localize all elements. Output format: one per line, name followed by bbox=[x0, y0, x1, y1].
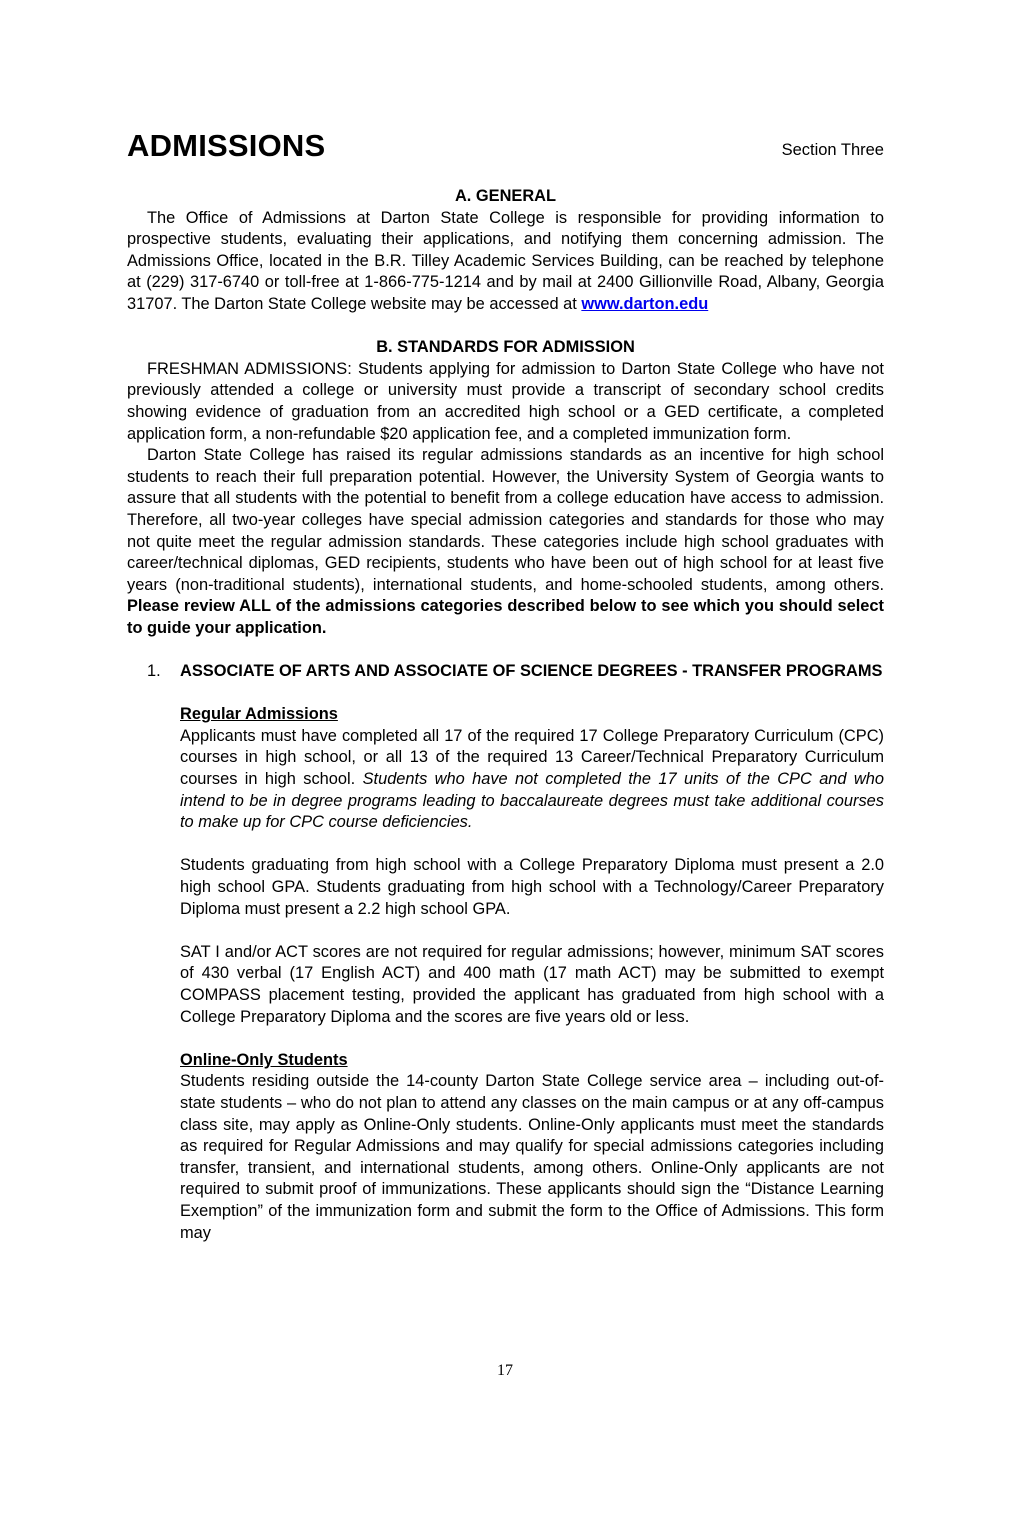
regular-admissions-paragraph-3: SAT I and/or ACT scores are not required for regular admissions; however, minimum SAT scores of 430 verbal (17 English ACT) and 400 math (17 math ACT) may be submitted to exempt COMPASS placement testing, provided the applicant has graduated from high school with a College Preparatory Diploma and the scores are five years old or less. bbox=[180, 942, 884, 1026]
online-only-paragraph: Students residing outside the 14-county Darton State College service area – including out-of-state students – who do not plan to attend any classes on the main campus or at any off-campus class site, may apply as Online-Only students. Online-Only applicants must meet the standards as required for Regular Admissions and may qualify for special admissions categories including transfer, transient, and international students, among others. Online-Only applicants are not required to submit proof of immunizations. These applicants should sign the “Distance Learning Exemption” of the immunization form and submit the form to the Office of Admissions. This form may bbox=[180, 1072, 884, 1242]
general-paragraph bbox=[127, 208, 884, 316]
regular-admissions-paragraph-1 bbox=[180, 726, 884, 834]
item-heading: ASSOCIATE OF ARTS AND ASSOCIATE OF SCIENCE DEGREES - TRANSFER PROGRAMS bbox=[180, 662, 883, 681]
page-header bbox=[127, 126, 884, 166]
regular-admissions-section bbox=[127, 704, 884, 1244]
standards-heading: B. STANDARDS FOR ADMISSION bbox=[376, 338, 635, 357]
raised-standards-text: Darton State College has raised its regular admissions standards as an incentive for high school students to reach their full preparation potential. However, the University System of Georgia wants to assure that all students with the potential to benefit from a college education have access to admission. Therefore, all two-year colleges have special admission categories and standards for those who may not quite meet the regular admission standards. These categories include high school graduates with career/technical diplomas, GED recipients, students who have been out of high school for at least five years (non-traditional students), international students, and home-schooled students, among others. bbox=[127, 446, 884, 594]
document-body bbox=[127, 186, 884, 1244]
section-label: Section Three bbox=[781, 141, 884, 159]
online-only-heading: Online-Only Students bbox=[180, 1050, 348, 1069]
website-link[interactable]: www.darton.edu bbox=[581, 294, 709, 313]
page-title: ADMISSIONS bbox=[127, 128, 326, 163]
general-text: The Office of Admissions at Darton State College is responsible for providing information to prospective students, evaluating their applications, and notifying them concerning admission. The Admissions Office, located in the B.R. Tilley Academic Services Building, can be reached by telephone at (229) 317-6740 or toll-free at 1-866-775-1214 and by mail at 2400 Gillionville Road, Albany, Georgia 31707. The Darton State College website may be accessed at bbox=[127, 208, 884, 313]
general-heading: A. GENERAL bbox=[454, 187, 557, 205]
freshman-admissions-paragraph: FRESHMAN ADMISSIONS: Students applying for admission to Darton State College who have not previously attended a college or university must provide a transcript of secondary school credits showing evidence of graduation from an accredited high school or a GED certificate, a completed application form, a non-refundable $20 application fee, and a completed immunization form. bbox=[127, 359, 884, 443]
regular-admissions-paragraph-2: Students graduating from high school with a College Preparatory Diploma must present a 2.0 high school GPA. Students graduating from high school with a Technology/Career Preparatory Diploma must present a 2.2 high school GPA. bbox=[180, 856, 884, 918]
cpc-deficiency-note: Students who have not completed the 17 units of the CPC and who intend to be in degree programs leading to baccalaureate degrees must take additional courses to make up for CPC course deficiencies. bbox=[180, 770, 884, 832]
page-number: 17 bbox=[497, 1362, 513, 1379]
regular-admissions-text: Applicants must have completed all 17 of the required 17 College Preparatory Curriculum (CPC) courses in high school, or all 13 of the required 13 Career/Technical Preparatory Curriculum courses in high school. bbox=[180, 726, 884, 789]
raised-standards-paragraph bbox=[127, 445, 884, 639]
item-transfer-programs bbox=[127, 661, 884, 683]
regular-admissions-heading: Regular Admissions bbox=[180, 705, 338, 724]
item-number: 1. bbox=[147, 662, 161, 681]
review-categories-note: Please review ALL of the admissions categories described below to see which you should select to guide your application. bbox=[127, 597, 884, 637]
